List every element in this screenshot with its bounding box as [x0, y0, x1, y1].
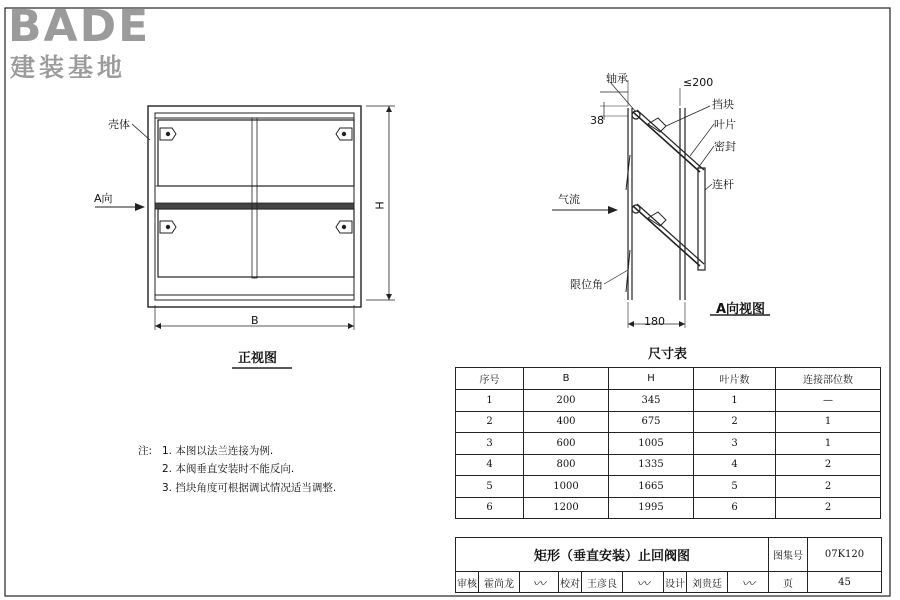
checker-name: 王彦良 — [582, 572, 623, 592]
airflow-label: 气流 — [558, 193, 580, 206]
notes-prefix: 注: — [138, 445, 153, 457]
logo-subtitle: 建装基地 — [10, 53, 127, 82]
table-row — [456, 476, 881, 498]
table-cell: 2 — [456, 411, 524, 433]
direction-a-label: A向 — [94, 192, 113, 205]
table-cell: 1 — [694, 390, 776, 412]
front-view-drawing — [0, 0, 450, 380]
blade-label: 叶片 — [714, 118, 736, 131]
table-cell: 4 — [694, 454, 776, 476]
reviewer-name: 霍尚龙 — [479, 572, 520, 592]
header-connection-count: 连接部位数 — [776, 368, 881, 390]
designer-name: 刘贵廷 — [687, 572, 728, 592]
table-cell: 1 — [456, 390, 524, 412]
dimension-180: 180 — [644, 315, 665, 328]
header-h: H — [609, 368, 694, 390]
atlas-number: 07K120 — [808, 538, 881, 572]
table-cell: 1200 — [524, 497, 609, 519]
table-cell: 6 — [456, 497, 524, 519]
table-cell: 1 — [776, 433, 881, 455]
table-cell: 2 — [776, 476, 881, 498]
table-cell: 200 — [524, 390, 609, 412]
table-cell: 1335 — [609, 454, 694, 476]
table-cell: 400 — [524, 411, 609, 433]
note-item: 1. 本图以法兰连接为例. — [162, 445, 274, 457]
table-cell: 1005 — [609, 433, 694, 455]
bearing-label: 轴承 — [606, 72, 628, 85]
page-number: 45 — [838, 576, 851, 588]
table-cell: 3 — [694, 433, 776, 455]
note-item: 2. 本阀垂直安装时不能反向. — [162, 463, 295, 475]
table-row — [456, 433, 881, 455]
atlas-number-label: 图集号 — [769, 538, 808, 572]
a-view-title: A向视图 — [716, 302, 766, 317]
table-cell: 1000 — [524, 476, 609, 498]
height-dimension-label: H — [373, 201, 387, 210]
seal-label: 密封 — [714, 140, 736, 153]
front-view-title: 正视图 — [238, 351, 278, 366]
dimension-38: 38 — [590, 114, 604, 127]
reviewer-signature: 〰 — [520, 572, 559, 592]
review-label: 审核 — [456, 572, 479, 592]
table-cell: 5 — [694, 476, 776, 498]
table-cell: 2 — [694, 411, 776, 433]
header-blade-count: 叶片数 — [694, 368, 776, 390]
limit-angle-label: 限位角 — [570, 278, 603, 291]
table-cell: — — [776, 390, 881, 412]
page-label: 页 — [769, 572, 808, 592]
table-header-row — [456, 368, 881, 390]
table-cell: 5 — [456, 476, 524, 498]
table-cell: 2 — [776, 497, 881, 519]
shell-label: 壳体 — [108, 118, 130, 131]
max-200-dimension: ≤200 — [683, 76, 714, 89]
table-cell: 800 — [524, 454, 609, 476]
table-row — [456, 454, 881, 476]
table-row — [456, 411, 881, 433]
header-index: 序号 — [456, 368, 524, 390]
designer-signature: 〰 — [728, 572, 769, 592]
title-block — [455, 537, 882, 593]
logo-wordmark: BADE — [8, 1, 151, 52]
table-cell: 2 — [776, 454, 881, 476]
table-row — [456, 390, 881, 412]
table-cell: 1665 — [609, 476, 694, 498]
table-cell: 675 — [609, 411, 694, 433]
design-label: 设计 — [664, 572, 687, 592]
note-item: 3. 挡块角度可根据调试情况适当调整. — [162, 482, 337, 494]
table-row — [456, 497, 881, 519]
table-cell: 600 — [524, 433, 609, 455]
table-cell: 1 — [776, 411, 881, 433]
checker-signature: 〰 — [623, 572, 664, 592]
table-cell: 4 — [456, 454, 524, 476]
table-cell: 345 — [609, 390, 694, 412]
dimension-table-title: 尺寸表 — [648, 347, 688, 362]
width-dimension-label: B — [251, 314, 259, 327]
table-cell: 3 — [456, 433, 524, 455]
drawing-title: 矩形（垂直安装）止回阀图 — [456, 538, 769, 572]
check-label: 校对 — [559, 572, 582, 592]
connecting-rod-label: 连杆 — [712, 178, 734, 191]
stopper-label: 挡块 — [712, 98, 734, 111]
dimension-table — [455, 367, 881, 519]
table-cell: 1995 — [609, 497, 694, 519]
table-cell: 6 — [694, 497, 776, 519]
header-b: B — [524, 368, 609, 390]
